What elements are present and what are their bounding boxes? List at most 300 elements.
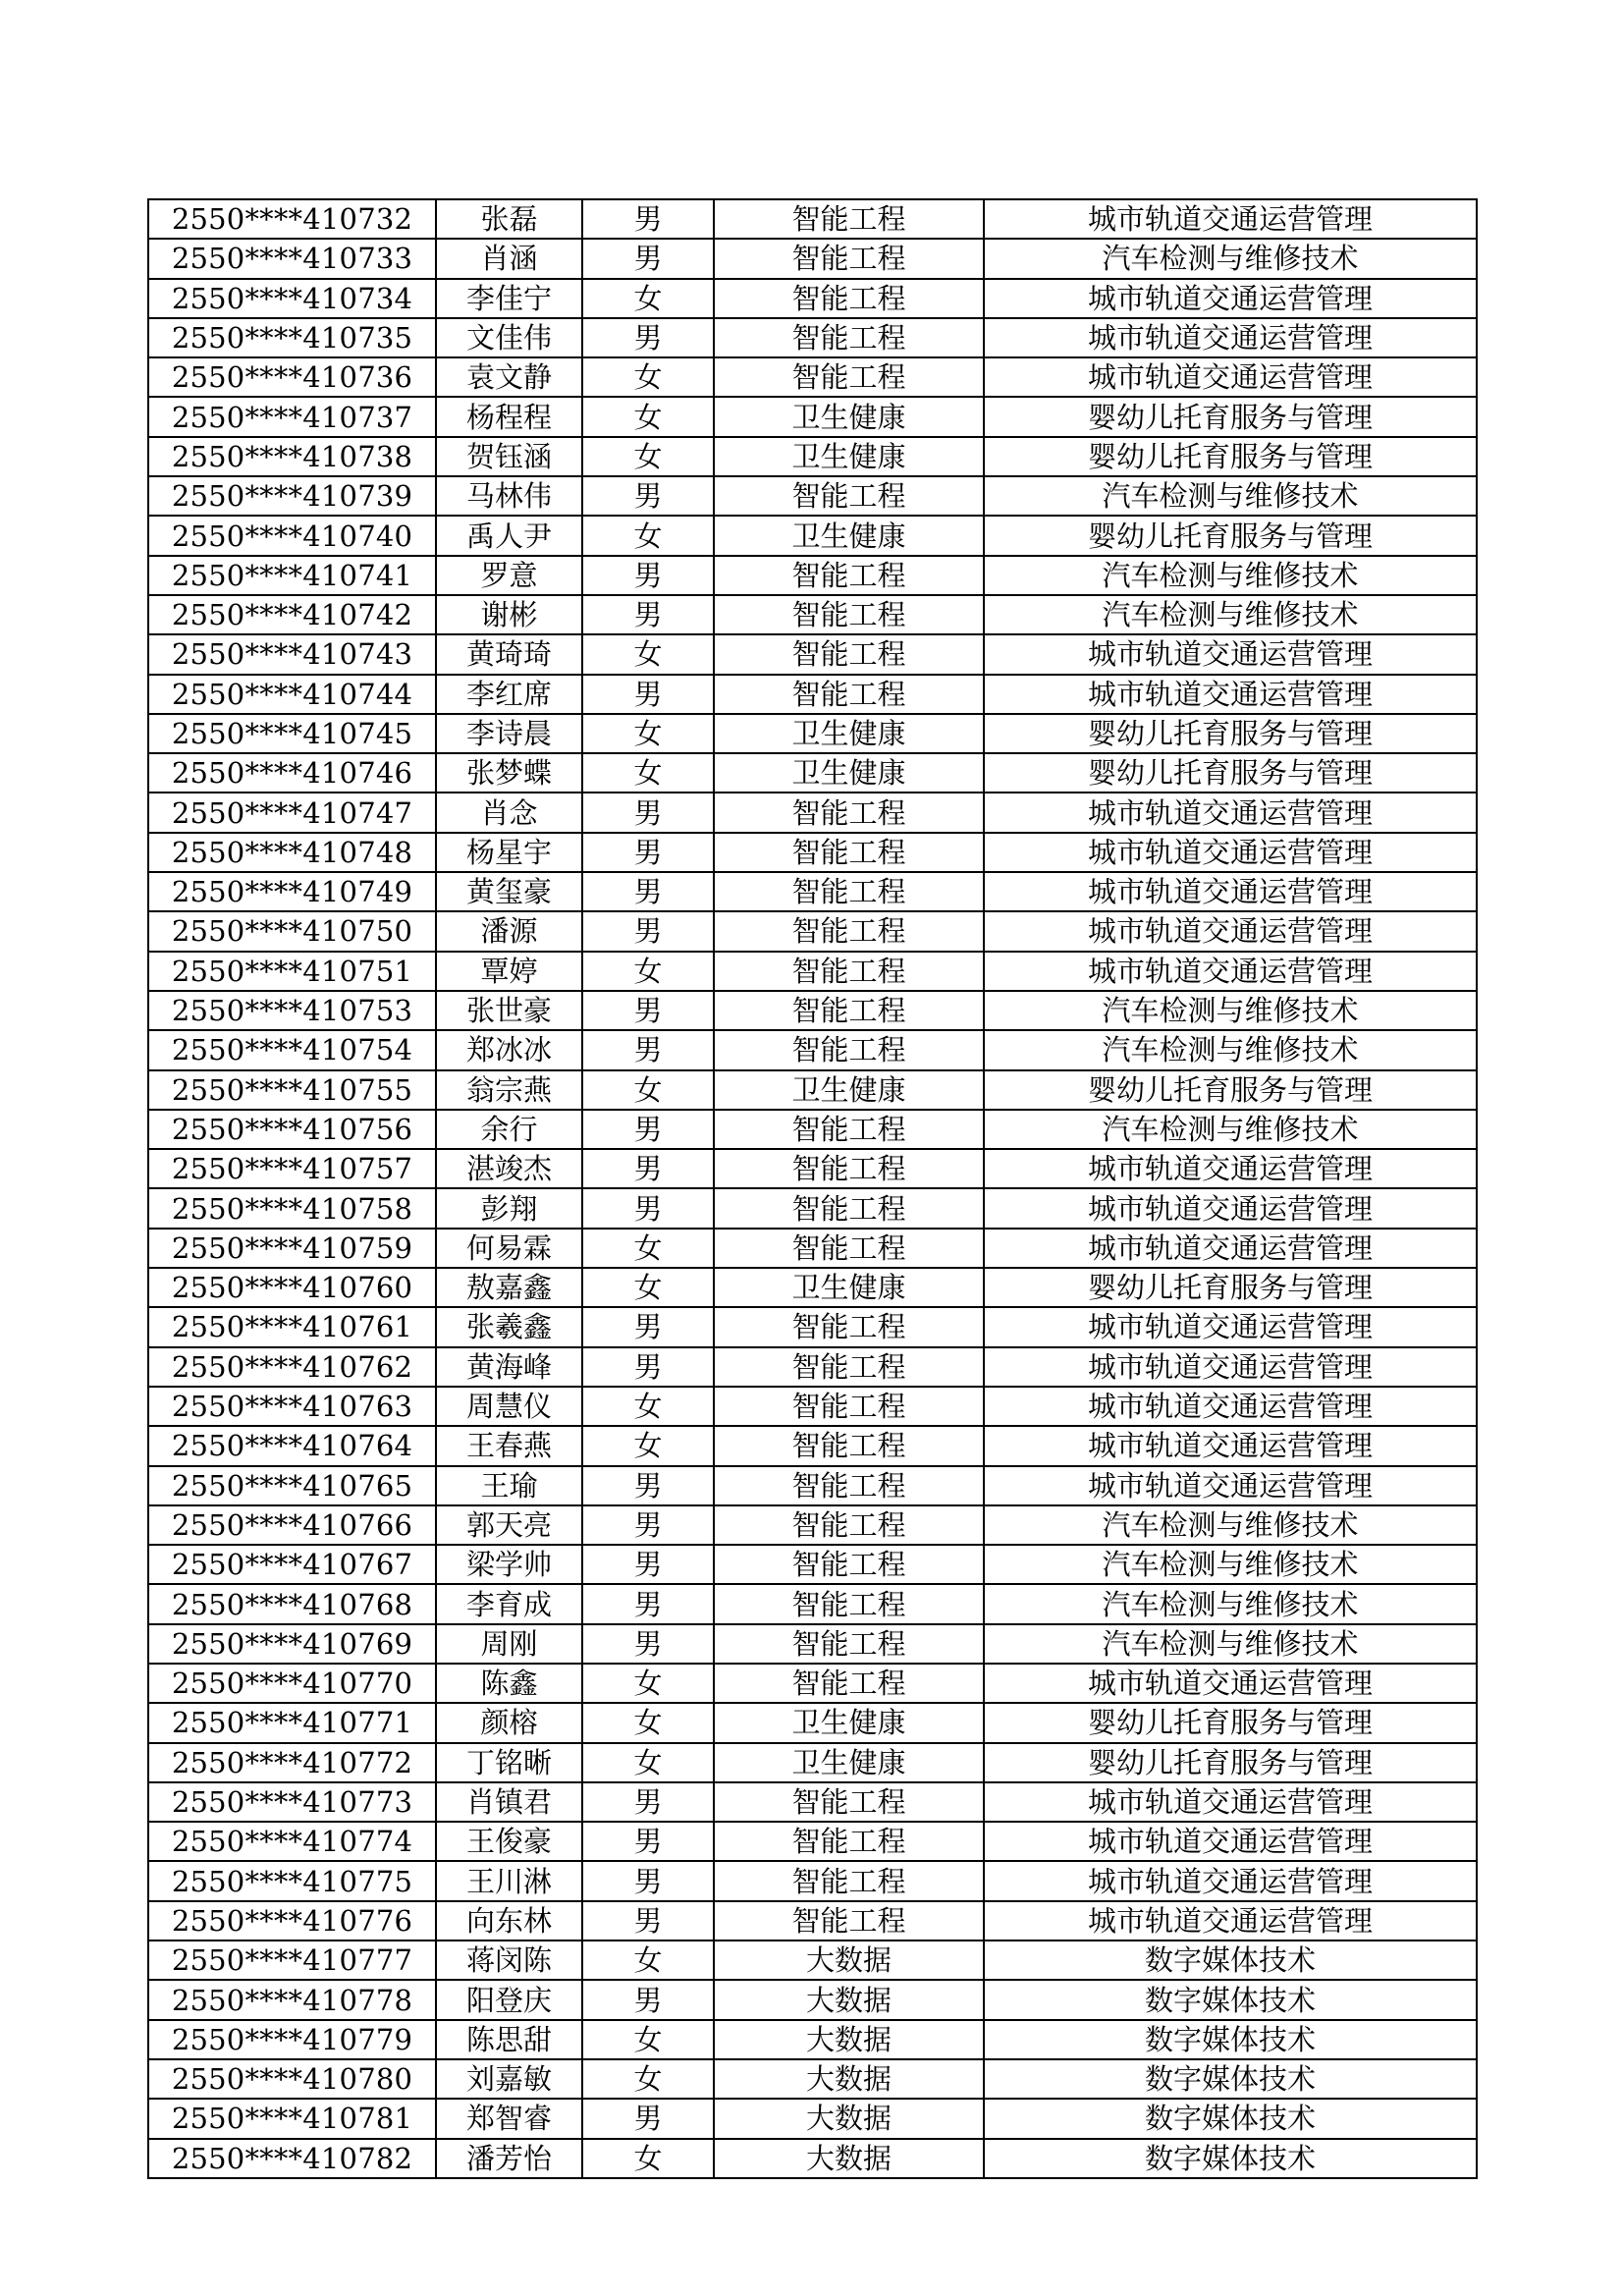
department-cell: 智能工程 <box>714 1822 984 1861</box>
gender-cell: 女 <box>582 952 714 991</box>
department-cell: 智能工程 <box>714 952 984 991</box>
department-cell: 卫生健康 <box>714 753 984 793</box>
department-cell: 智能工程 <box>714 793 984 832</box>
gender-cell: 男 <box>582 991 714 1030</box>
major-cell: 城市轨道交通运营管理 <box>984 911 1477 951</box>
roster-body <box>148 199 1477 2178</box>
department-cell: 大数据 <box>714 2059 984 2099</box>
major-cell: 汽车检测与维修技术 <box>984 1505 1477 1545</box>
gender-cell: 男 <box>582 833 714 872</box>
gender-cell: 女 <box>582 279 714 318</box>
student-id-cell: 2550****410746 <box>148 753 436 793</box>
name-cell: 黄玺豪 <box>436 872 582 911</box>
gender-cell: 女 <box>582 1229 714 1268</box>
name-cell: 张梦蝶 <box>436 753 582 793</box>
name-cell: 贺钰涵 <box>436 437 582 476</box>
table-row <box>148 516 1477 555</box>
major-cell: 城市轨道交通运营管理 <box>984 1426 1477 1465</box>
table-row <box>148 1347 1477 1387</box>
student-id-cell: 2550****410749 <box>148 872 436 911</box>
table-row <box>148 1861 1477 1900</box>
name-cell: 罗意 <box>436 556 582 595</box>
major-cell: 数字媒体技术 <box>984 1941 1477 1980</box>
gender-cell: 男 <box>582 239 714 278</box>
name-cell: 肖念 <box>436 793 582 832</box>
table-row <box>148 1743 1477 1782</box>
table-row <box>148 1268 1477 1307</box>
table-row <box>148 1188 1477 1228</box>
student-id-cell: 2550****410774 <box>148 1822 436 1861</box>
major-cell: 婴幼儿托育服务与管理 <box>984 1070 1477 1110</box>
department-cell: 卫生健康 <box>714 1743 984 1782</box>
gender-cell: 男 <box>582 556 714 595</box>
name-cell: 杨程程 <box>436 397 582 436</box>
major-cell: 汽车检测与维修技术 <box>984 1110 1477 1149</box>
table-row <box>148 833 1477 872</box>
gender-cell: 男 <box>582 1782 714 1822</box>
major-cell: 汽车检测与维修技术 <box>984 1545 1477 1584</box>
student-id-cell: 2550****410755 <box>148 1070 436 1110</box>
student-id-cell: 2550****410770 <box>148 1664 436 1703</box>
student-id-cell: 2550****410744 <box>148 675 436 714</box>
gender-cell: 女 <box>582 516 714 555</box>
table-row <box>148 1980 1477 2019</box>
table-row <box>148 991 1477 1030</box>
table-row <box>148 279 1477 318</box>
department-cell: 智能工程 <box>714 1782 984 1822</box>
major-cell: 城市轨道交通运营管理 <box>984 318 1477 357</box>
student-id-cell: 2550****410760 <box>148 1268 436 1307</box>
name-cell: 丁铭晰 <box>436 1743 582 1782</box>
department-cell: 智能工程 <box>714 1110 984 1149</box>
department-cell: 智能工程 <box>714 1624 984 1664</box>
name-cell: 李诗晨 <box>436 714 582 753</box>
name-cell: 李红席 <box>436 675 582 714</box>
major-cell: 城市轨道交通运营管理 <box>984 357 1477 397</box>
gender-cell: 女 <box>582 1268 714 1307</box>
name-cell: 陈思甜 <box>436 2020 582 2059</box>
name-cell: 阳登庆 <box>436 1980 582 2019</box>
department-cell: 智能工程 <box>714 476 984 516</box>
name-cell: 彭翔 <box>436 1188 582 1228</box>
gender-cell: 男 <box>582 1307 714 1346</box>
major-cell: 城市轨道交通运营管理 <box>984 1307 1477 1346</box>
gender-cell: 男 <box>582 2099 714 2138</box>
table-row <box>148 476 1477 516</box>
major-cell: 数字媒体技术 <box>984 2020 1477 2059</box>
table-row <box>148 793 1477 832</box>
department-cell: 智能工程 <box>714 279 984 318</box>
major-cell: 城市轨道交通运营管理 <box>984 1387 1477 1426</box>
student-id-cell: 2550****410764 <box>148 1426 436 1465</box>
gender-cell: 女 <box>582 1070 714 1110</box>
student-id-cell: 2550****410767 <box>148 1545 436 1584</box>
department-cell: 大数据 <box>714 1980 984 2019</box>
gender-cell: 女 <box>582 1664 714 1703</box>
name-cell: 谢彬 <box>436 595 582 634</box>
table-row <box>148 1664 1477 1703</box>
name-cell: 郑智睿 <box>436 2099 582 2138</box>
table-row <box>148 2059 1477 2099</box>
major-cell: 城市轨道交通运营管理 <box>984 1782 1477 1822</box>
table-row <box>148 1426 1477 1465</box>
gender-cell: 女 <box>582 1941 714 1980</box>
name-cell: 潘源 <box>436 911 582 951</box>
student-id-cell: 2550****410772 <box>148 1743 436 1782</box>
student-id-cell: 2550****410761 <box>148 1307 436 1346</box>
major-cell: 数字媒体技术 <box>984 2099 1477 2138</box>
gender-cell: 男 <box>582 595 714 634</box>
name-cell: 郑冰冰 <box>436 1030 582 1069</box>
major-cell: 城市轨道交通运营管理 <box>984 675 1477 714</box>
department-cell: 智能工程 <box>714 1861 984 1900</box>
table-row <box>148 199 1477 239</box>
major-cell: 城市轨道交通运营管理 <box>984 872 1477 911</box>
major-cell: 婴幼儿托育服务与管理 <box>984 753 1477 793</box>
major-cell: 城市轨道交通运营管理 <box>984 793 1477 832</box>
student-id-cell: 2550****410732 <box>148 199 436 239</box>
name-cell: 张磊 <box>436 199 582 239</box>
gender-cell: 男 <box>582 872 714 911</box>
gender-cell: 男 <box>582 1030 714 1069</box>
name-cell: 梁学帅 <box>436 1545 582 1584</box>
table-row <box>148 1466 1477 1505</box>
department-cell: 卫生健康 <box>714 397 984 436</box>
student-id-cell: 2550****410753 <box>148 991 436 1030</box>
gender-cell: 男 <box>582 476 714 516</box>
major-cell: 数字媒体技术 <box>984 2139 1477 2178</box>
gender-cell: 女 <box>582 2139 714 2178</box>
student-id-cell: 2550****410759 <box>148 1229 436 1268</box>
table-row <box>148 1624 1477 1664</box>
major-cell: 城市轨道交通运营管理 <box>984 199 1477 239</box>
student-id-cell: 2550****410733 <box>148 239 436 278</box>
name-cell: 王瑜 <box>436 1466 582 1505</box>
name-cell: 肖涵 <box>436 239 582 278</box>
table-row <box>148 1149 1477 1188</box>
gender-cell: 男 <box>582 1545 714 1584</box>
gender-cell: 男 <box>582 1505 714 1545</box>
gender-cell: 女 <box>582 1426 714 1465</box>
gender-cell: 女 <box>582 2020 714 2059</box>
table-row <box>148 556 1477 595</box>
name-cell: 袁文静 <box>436 357 582 397</box>
name-cell: 禹人尹 <box>436 516 582 555</box>
major-cell: 婴幼儿托育服务与管理 <box>984 714 1477 753</box>
student-id-cell: 2550****410766 <box>148 1505 436 1545</box>
student-id-cell: 2550****410779 <box>148 2020 436 2059</box>
student-id-cell: 2550****410734 <box>148 279 436 318</box>
major-cell: 数字媒体技术 <box>984 1980 1477 2019</box>
name-cell: 陈鑫 <box>436 1664 582 1703</box>
student-id-cell: 2550****410762 <box>148 1347 436 1387</box>
department-cell: 大数据 <box>714 2020 984 2059</box>
gender-cell: 男 <box>582 1110 714 1149</box>
department-cell: 大数据 <box>714 2139 984 2178</box>
department-cell: 智能工程 <box>714 634 984 674</box>
department-cell: 智能工程 <box>714 675 984 714</box>
major-cell: 汽车检测与维修技术 <box>984 595 1477 634</box>
department-cell: 智能工程 <box>714 1466 984 1505</box>
table-row <box>148 675 1477 714</box>
student-id-cell: 2550****410738 <box>148 437 436 476</box>
gender-cell: 男 <box>582 1347 714 1387</box>
student-id-cell: 2550****410747 <box>148 793 436 832</box>
department-cell: 智能工程 <box>714 872 984 911</box>
major-cell: 汽车检测与维修技术 <box>984 1624 1477 1664</box>
student-id-cell: 2550****410756 <box>148 1110 436 1149</box>
major-cell: 婴幼儿托育服务与管理 <box>984 1268 1477 1307</box>
gender-cell: 男 <box>582 1980 714 2019</box>
student-id-cell: 2550****410782 <box>148 2139 436 2178</box>
name-cell: 覃婷 <box>436 952 582 991</box>
department-cell: 智能工程 <box>714 1149 984 1188</box>
name-cell: 张世豪 <box>436 991 582 1030</box>
student-id-cell: 2550****410750 <box>148 911 436 951</box>
name-cell: 刘嘉敏 <box>436 2059 582 2099</box>
gender-cell: 女 <box>582 1703 714 1742</box>
department-cell: 智能工程 <box>714 595 984 634</box>
major-cell: 汽车检测与维修技术 <box>984 239 1477 278</box>
name-cell: 王川淋 <box>436 1861 582 1900</box>
table-row <box>148 239 1477 278</box>
department-cell: 智能工程 <box>714 1030 984 1069</box>
table-row <box>148 634 1477 674</box>
table-row <box>148 318 1477 357</box>
department-cell: 智能工程 <box>714 1188 984 1228</box>
gender-cell: 男 <box>582 675 714 714</box>
major-cell: 城市轨道交通运营管理 <box>984 1901 1477 1941</box>
roster-table <box>147 198 1478 2179</box>
major-cell: 城市轨道交通运营管理 <box>984 1822 1477 1861</box>
table-row <box>148 595 1477 634</box>
name-cell: 王俊豪 <box>436 1822 582 1861</box>
gender-cell: 男 <box>582 318 714 357</box>
major-cell: 婴幼儿托育服务与管理 <box>984 1743 1477 1782</box>
student-id-cell: 2550****410751 <box>148 952 436 991</box>
name-cell: 周刚 <box>436 1624 582 1664</box>
student-id-cell: 2550****410775 <box>148 1861 436 1900</box>
table-row <box>148 2020 1477 2059</box>
name-cell: 李佳宁 <box>436 279 582 318</box>
name-cell: 翁宗燕 <box>436 1070 582 1110</box>
student-id-cell: 2550****410740 <box>148 516 436 555</box>
department-cell: 智能工程 <box>714 1584 984 1623</box>
major-cell: 数字媒体技术 <box>984 2059 1477 2099</box>
table-row <box>148 1505 1477 1545</box>
department-cell: 智能工程 <box>714 833 984 872</box>
department-cell: 智能工程 <box>714 911 984 951</box>
major-cell: 婴幼儿托育服务与管理 <box>984 437 1477 476</box>
student-id-cell: 2550****410736 <box>148 357 436 397</box>
gender-cell: 男 <box>582 199 714 239</box>
major-cell: 城市轨道交通运营管理 <box>984 1149 1477 1188</box>
major-cell: 婴幼儿托育服务与管理 <box>984 516 1477 555</box>
gender-cell: 男 <box>582 1861 714 1900</box>
gender-cell: 男 <box>582 911 714 951</box>
department-cell: 卫生健康 <box>714 714 984 753</box>
student-id-cell: 2550****410765 <box>148 1466 436 1505</box>
table-row <box>148 1229 1477 1268</box>
department-cell: 智能工程 <box>714 1545 984 1584</box>
table-row <box>148 1070 1477 1110</box>
student-id-cell: 2550****410777 <box>148 1941 436 1980</box>
name-cell: 马林伟 <box>436 476 582 516</box>
table-row <box>148 357 1477 397</box>
major-cell: 城市轨道交通运营管理 <box>984 1861 1477 1900</box>
department-cell: 智能工程 <box>714 1307 984 1346</box>
department-cell: 智能工程 <box>714 239 984 278</box>
department-cell: 大数据 <box>714 1941 984 1980</box>
department-cell: 智能工程 <box>714 556 984 595</box>
department-cell: 智能工程 <box>714 1387 984 1426</box>
student-id-cell: 2550****410748 <box>148 833 436 872</box>
name-cell: 肖镇君 <box>436 1782 582 1822</box>
major-cell: 城市轨道交通运营管理 <box>984 279 1477 318</box>
student-id-cell: 2550****410739 <box>148 476 436 516</box>
gender-cell: 女 <box>582 437 714 476</box>
table-row <box>148 753 1477 793</box>
table-row <box>148 872 1477 911</box>
department-cell: 智能工程 <box>714 1664 984 1703</box>
student-id-cell: 2550****410745 <box>148 714 436 753</box>
table-row <box>148 1584 1477 1623</box>
name-cell: 颜榕 <box>436 1703 582 1742</box>
name-cell: 潘芳怡 <box>436 2139 582 2178</box>
table-row <box>148 1703 1477 1742</box>
name-cell: 黄海峰 <box>436 1347 582 1387</box>
name-cell: 敖嘉鑫 <box>436 1268 582 1307</box>
department-cell: 卫生健康 <box>714 1703 984 1742</box>
table-row <box>148 2099 1477 2138</box>
department-cell: 大数据 <box>714 2099 984 2138</box>
student-id-cell: 2550****410763 <box>148 1387 436 1426</box>
table-row <box>148 397 1477 436</box>
student-id-cell: 2550****410735 <box>148 318 436 357</box>
name-cell: 周慧仪 <box>436 1387 582 1426</box>
major-cell: 城市轨道交通运营管理 <box>984 1229 1477 1268</box>
table-row <box>148 1030 1477 1069</box>
name-cell: 余行 <box>436 1110 582 1149</box>
table-row <box>148 1545 1477 1584</box>
department-cell: 卫生健康 <box>714 516 984 555</box>
name-cell: 文佳伟 <box>436 318 582 357</box>
gender-cell: 女 <box>582 714 714 753</box>
gender-cell: 女 <box>582 2059 714 2099</box>
gender-cell: 男 <box>582 1149 714 1188</box>
name-cell: 王春燕 <box>436 1426 582 1465</box>
major-cell: 汽车检测与维修技术 <box>984 1030 1477 1069</box>
student-id-cell: 2550****410768 <box>148 1584 436 1623</box>
student-id-cell: 2550****410758 <box>148 1188 436 1228</box>
department-cell: 卫生健康 <box>714 437 984 476</box>
gender-cell: 女 <box>582 1743 714 1782</box>
major-cell: 城市轨道交通运营管理 <box>984 1664 1477 1703</box>
department-cell: 智能工程 <box>714 1426 984 1465</box>
gender-cell: 女 <box>582 1387 714 1426</box>
student-id-cell: 2550****410778 <box>148 1980 436 2019</box>
table-row <box>148 1110 1477 1149</box>
name-cell: 黄琦琦 <box>436 634 582 674</box>
student-id-cell: 2550****410742 <box>148 595 436 634</box>
student-id-cell: 2550****410743 <box>148 634 436 674</box>
table-row <box>148 1901 1477 1941</box>
major-cell: 城市轨道交通运营管理 <box>984 952 1477 991</box>
major-cell: 汽车检测与维修技术 <box>984 476 1477 516</box>
department-cell: 智能工程 <box>714 1229 984 1268</box>
gender-cell: 男 <box>582 1584 714 1623</box>
student-id-cell: 2550****410757 <box>148 1149 436 1188</box>
gender-cell: 女 <box>582 357 714 397</box>
gender-cell: 男 <box>582 1624 714 1664</box>
name-cell: 何易霖 <box>436 1229 582 1268</box>
department-cell: 卫生健康 <box>714 1070 984 1110</box>
major-cell: 汽车检测与维修技术 <box>984 1584 1477 1623</box>
table-row <box>148 1307 1477 1346</box>
student-id-cell: 2550****410754 <box>148 1030 436 1069</box>
student-id-cell: 2550****410769 <box>148 1624 436 1664</box>
name-cell: 郭天亮 <box>436 1505 582 1545</box>
gender-cell: 男 <box>582 793 714 832</box>
name-cell: 向东林 <box>436 1901 582 1941</box>
gender-cell: 男 <box>582 1822 714 1861</box>
department-cell: 智能工程 <box>714 1901 984 1941</box>
major-cell: 城市轨道交通运营管理 <box>984 1188 1477 1228</box>
gender-cell: 男 <box>582 1466 714 1505</box>
table-row <box>148 1941 1477 1980</box>
department-cell: 智能工程 <box>714 991 984 1030</box>
student-id-cell: 2550****410771 <box>148 1703 436 1742</box>
department-cell: 卫生健康 <box>714 1268 984 1307</box>
major-cell: 汽车检测与维修技术 <box>984 556 1477 595</box>
department-cell: 智能工程 <box>714 357 984 397</box>
student-id-cell: 2550****410741 <box>148 556 436 595</box>
name-cell: 杨星宇 <box>436 833 582 872</box>
name-cell: 蒋闵陈 <box>436 1941 582 1980</box>
student-id-cell: 2550****410780 <box>148 2059 436 2099</box>
major-cell: 城市轨道交通运营管理 <box>984 1347 1477 1387</box>
gender-cell: 女 <box>582 397 714 436</box>
table-row <box>148 714 1477 753</box>
table-row <box>148 1387 1477 1426</box>
name-cell: 李育成 <box>436 1584 582 1623</box>
table-row <box>148 1782 1477 1822</box>
gender-cell: 男 <box>582 1901 714 1941</box>
major-cell: 婴幼儿托育服务与管理 <box>984 1703 1477 1742</box>
major-cell: 城市轨道交通运营管理 <box>984 634 1477 674</box>
name-cell: 张羲鑫 <box>436 1307 582 1346</box>
table-row <box>148 1822 1477 1861</box>
table-row <box>148 952 1477 991</box>
gender-cell: 男 <box>582 1188 714 1228</box>
department-cell: 智能工程 <box>714 199 984 239</box>
student-id-cell: 2550****410737 <box>148 397 436 436</box>
gender-cell: 女 <box>582 634 714 674</box>
department-cell: 智能工程 <box>714 1505 984 1545</box>
major-cell: 城市轨道交通运营管理 <box>984 833 1477 872</box>
department-cell: 智能工程 <box>714 318 984 357</box>
department-cell: 智能工程 <box>714 1347 984 1387</box>
student-id-cell: 2550****410776 <box>148 1901 436 1941</box>
gender-cell: 女 <box>582 753 714 793</box>
table-row <box>148 437 1477 476</box>
major-cell: 婴幼儿托育服务与管理 <box>984 397 1477 436</box>
major-cell: 汽车检测与维修技术 <box>984 991 1477 1030</box>
table-row <box>148 911 1477 951</box>
name-cell: 湛竣杰 <box>436 1149 582 1188</box>
major-cell: 城市轨道交通运营管理 <box>984 1466 1477 1505</box>
student-id-cell: 2550****410781 <box>148 2099 436 2138</box>
